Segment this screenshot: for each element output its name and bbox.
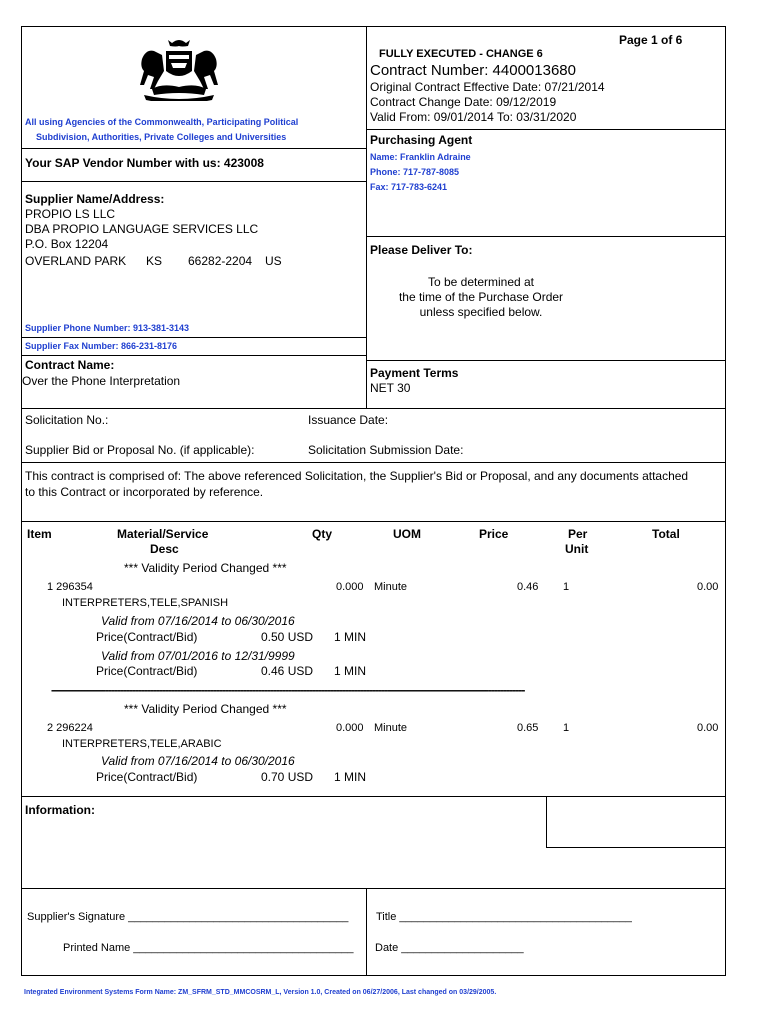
deliver-line2: the time of the Purchase Order — [398, 290, 564, 304]
frame-right — [725, 26, 726, 890]
line-agency — [21, 148, 366, 149]
supplier-country: US — [265, 254, 282, 268]
agencies-line1: All using Agencies of the Commonwealth, Participating Political — [25, 117, 299, 127]
line-purchasing — [366, 129, 725, 130]
item2-qty: 0.000 — [336, 722, 364, 734]
supplier-line3: P.O. Box 12204 — [25, 237, 109, 251]
supplier-zip: 66282-2204 — [188, 254, 253, 268]
item1-price2-value: 0.46 USD — [261, 664, 314, 678]
comprised-line1: This contract is comprised of: The above referenced Solicitation, the Supplier's Bid or Proposal, and any documents attached — [25, 469, 689, 483]
col-uom: UOM — [393, 527, 421, 541]
payment-terms-label: Payment Terms — [370, 366, 459, 380]
item2-number: 2 296224 — [47, 722, 93, 734]
col-desc-1: Material/Service — [117, 527, 209, 541]
line-comprised — [21, 462, 726, 463]
frame-right-bottom — [725, 888, 726, 976]
item1-per: 1 — [563, 581, 570, 593]
page-number: Page 1 of 6 — [619, 33, 683, 47]
col-per-1: Per — [568, 527, 588, 541]
supplier-fax: Supplier Fax Number: 866-231-8176 — [25, 341, 178, 351]
agent-fax: Fax: 717-783-6241 — [370, 182, 448, 192]
supplier-bid-no: Supplier Bid or Proposal No. (if applicable): — [25, 443, 255, 457]
item1-price: 0.46 — [517, 581, 539, 593]
item-divider: -------------------------------------------------------------------------------------------------------------------------------------------------------------- — [51, 683, 525, 697]
item1-price1-value: 0.50 USD — [261, 630, 314, 644]
line-supplier-phone — [21, 337, 366, 338]
middle-divider — [366, 26, 367, 408]
item1-uom: Minute — [374, 581, 408, 593]
supplier-phone: Supplier Phone Number: 913-381-3143 — [25, 323, 190, 333]
validity-changed-2: *** Validity Period Changed *** — [124, 702, 287, 716]
item1-price2-label: Price(Contract/Bid) — [96, 664, 198, 678]
col-desc-2: Desc — [150, 542, 179, 556]
deliver-line3: unless specified below. — [419, 305, 543, 319]
item2-price: 0.65 — [517, 722, 539, 734]
issuance-date: Issuance Date: — [308, 413, 389, 427]
item1-valid2: Valid from 07/01/2016 to 12/31/9999 — [101, 649, 295, 663]
item2-per: 1 — [563, 722, 570, 734]
submission-date: Solicitation Submission Date: — [308, 443, 464, 457]
agent-phone: Phone: 717-787-8085 — [370, 167, 460, 177]
line-deliver — [366, 236, 725, 237]
sap-vendor-number: Your SAP Vendor Number with us: 423008 — [25, 156, 264, 170]
item2-total: 0.00 — [697, 722, 719, 734]
item2-desc: INTERPRETERS,TELE,ARABIC — [62, 738, 222, 750]
supplier-label: Supplier Name/Address: — [25, 192, 165, 206]
col-total: Total — [652, 527, 680, 541]
contract-name-value: Over the Phone Interpretation — [22, 374, 181, 388]
solicitation-no: Solicitation No.: — [25, 413, 109, 427]
date-field[interactable]: Date ____________________ — [375, 942, 524, 954]
printed-name-field[interactable]: Printed Name ____________________________________ — [63, 942, 354, 954]
item2-uom: Minute — [374, 722, 408, 734]
line-info-top — [21, 796, 726, 797]
agencies-line2: Subdivision, Authorities, Private Colleges and Universities — [36, 132, 287, 142]
agent-name: Name: Franklin Adraine — [370, 152, 471, 162]
item1-price1-label: Price(Contract/Bid) — [96, 630, 198, 644]
line-info-divider — [546, 796, 547, 848]
contract-number: Contract Number: 4400013680 — [370, 62, 576, 79]
form-footer: Integrated Environment Systems Form Name: ZM_SFRM_STD_MMCOSRM_L, Version 1.0, Created on 06/27/2006, Last changed on 03/29/2005. — [24, 989, 497, 996]
item1-desc: INTERPRETERS,TELE,SPANISH — [62, 597, 229, 609]
comprised-line2: to this Contract or incorporated by reference. — [25, 485, 264, 499]
supplier-city: OVERLAND PARK — [25, 254, 127, 268]
original-effective-date: Original Contract Effective Date: 07/21/2014 — [370, 80, 605, 94]
line-payment — [366, 360, 725, 361]
commonwealth-seal-logo — [138, 37, 220, 101]
col-item: Item — [27, 527, 52, 541]
item1-price1-unit: 1 MIN — [334, 630, 367, 644]
deliver-line1: To be determined at — [427, 275, 535, 289]
line-supplier-fax — [21, 355, 366, 356]
item1-price2-unit: 1 MIN — [334, 664, 367, 678]
col-price: Price — [479, 527, 509, 541]
valid-period: Valid From: 09/01/2014 To: 03/31/2020 — [370, 110, 577, 124]
item1-total: 0.00 — [697, 581, 719, 593]
col-per-2: Unit — [565, 542, 589, 556]
col-qty: Qty — [312, 527, 333, 541]
frame-left-bottom — [21, 888, 22, 976]
supplier-line1: PROPIO LS LLC — [25, 207, 116, 221]
information-label: Information: — [25, 803, 95, 817]
line-table-top — [21, 521, 726, 522]
contract-name-label: Contract Name: — [25, 358, 115, 372]
line-solicitation — [21, 408, 726, 409]
line-vendor — [21, 181, 366, 182]
frame-top — [21, 26, 726, 27]
item1-qty: 0.000 — [336, 581, 364, 593]
contract-change-date: Contract Change Date: 09/12/2019 — [370, 95, 557, 109]
executed-label: FULLY EXECUTED - CHANGE 6 — [379, 48, 543, 60]
title-field[interactable]: Title ______________________________________ — [376, 911, 632, 923]
line-sig-top — [21, 888, 726, 889]
item2-price1-label: Price(Contract/Bid) — [96, 770, 198, 784]
item1-number: 1 296354 — [47, 581, 93, 593]
supplier-state: KS — [146, 254, 163, 268]
line-sig-divider — [366, 888, 367, 976]
item2-price1-value: 0.70 USD — [261, 770, 314, 784]
deliver-to-title: Please Deliver To: — [370, 243, 473, 257]
supplier-line2: DBA PROPIO LANGUAGE SERVICES LLC — [25, 222, 259, 236]
purchasing-agent-title: Purchasing Agent — [370, 133, 473, 147]
supplier-signature-field[interactable]: Supplier's Signature ____________________________________ — [27, 911, 349, 923]
line-info-mid — [546, 847, 726, 848]
validity-changed-1: *** Validity Period Changed *** — [124, 561, 287, 575]
item2-price1-unit: 1 MIN — [334, 770, 367, 784]
frame-left — [21, 26, 22, 890]
item2-valid1: Valid from 07/16/2014 to 06/30/2016 — [101, 754, 295, 768]
payment-terms-value: NET 30 — [370, 381, 411, 395]
item1-valid1: Valid from 07/16/2014 to 06/30/2016 — [101, 614, 295, 628]
frame-bottom — [21, 975, 726, 976]
